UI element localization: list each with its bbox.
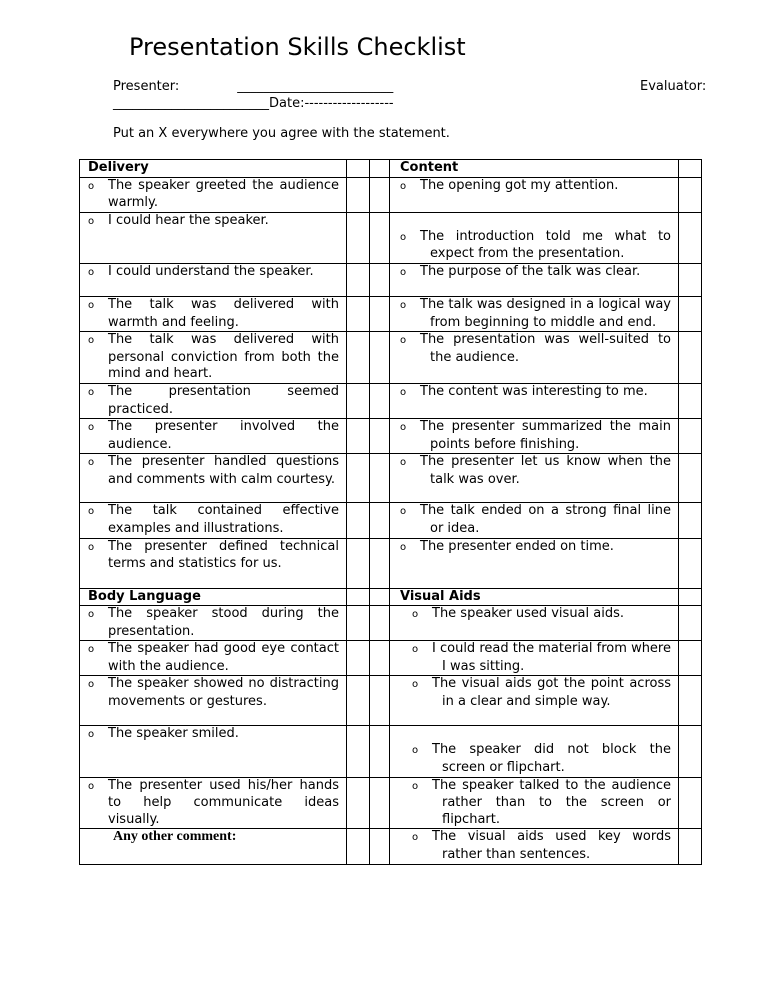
checklist-item: o The speaker stood during the presentation. [80,606,347,641]
check-box[interactable] [679,212,702,263]
bullet-icon: o [400,422,407,434]
check-box[interactable] [347,676,370,726]
checklist-item: o The content was interesting to me. [390,383,679,418]
bullet-icon: o [88,541,95,553]
bullet-icon: o [412,832,419,844]
date-label: Date: [269,96,305,111]
check-box[interactable] [347,606,370,641]
check-box[interactable] [679,641,702,676]
bullet-icon: o [400,506,407,518]
check-box[interactable] [347,503,370,538]
checklist-item: o The talk was designed in a logical way from beginning to middle and end. [390,296,679,331]
bullet-icon: o [412,679,419,691]
bullet-icon: o [88,299,95,311]
delivery-heading: Delivery [80,160,347,178]
table-row [80,606,702,641]
check-box[interactable] [679,538,702,588]
table-row [80,454,702,503]
checklist-item: o The talk contained effective examples and illustrations. [80,503,347,538]
table-row [80,538,702,588]
bullet-icon: o [88,506,95,518]
presenter-field[interactable]: ________________________ [237,79,394,94]
checklist-item: o The introduction told me what to expect from the presentation. [390,212,679,263]
checklist-item: o I could understand the speaker. [80,263,347,296]
checklist-item: o The presenter involved the audience. [80,419,347,454]
table-row [80,383,702,418]
check-box[interactable] [679,383,702,418]
date-field[interactable]: ------------------- [304,96,394,111]
evaluator-label: Evaluator: [640,79,707,94]
check-box[interactable] [679,419,702,454]
bullet-icon: o [400,457,407,469]
bullet-icon: o [400,541,407,553]
bullet-icon: o [88,335,95,347]
bullet-icon: o [412,644,419,656]
bullet-icon: o [400,299,407,311]
checklist-item: o The speaker smiled. [80,726,347,777]
check-box[interactable] [679,503,702,538]
checklist-table [79,159,702,865]
checklist-item: o The speaker had good eye contact with the audience. [80,641,347,676]
page-title: Presentation Skills Checklist [129,33,466,61]
check-box[interactable] [347,726,370,777]
presenter-label: Presenter: [113,79,180,94]
bullet-icon: o [88,266,95,278]
check-box[interactable] [347,263,370,296]
checklist-item: o The opening got my attention. [390,177,679,212]
bullet-icon: o [88,215,95,227]
check-box[interactable] [679,829,702,864]
table-row [80,332,702,384]
content-heading: Content [390,160,679,178]
bullet-icon: o [88,780,95,792]
bullet-icon: o [88,729,95,741]
table-row [80,296,702,331]
check-box[interactable] [679,588,702,606]
body-language-heading: Body Language [80,588,347,606]
checklist-item: o The purpose of the talk was clear. [390,263,679,296]
check-box[interactable] [347,777,370,829]
checklist-item: o The speaker showed no distracting movements or gestures. [80,676,347,726]
table-row [80,263,702,296]
table-row [80,177,702,212]
checklist-item: o The talk was delivered with warmth and feeling. [80,296,347,331]
bullet-icon: o [88,679,95,691]
checklist-item: o The presenter let us know when the talk was over. [390,454,679,503]
check-box[interactable] [347,419,370,454]
checklist-item: o The presenter handled questions and comments with calm courtesy. [80,454,347,503]
bullet-icon: o [400,386,407,398]
section-header-row [80,588,702,606]
bullet-icon: o [88,609,95,621]
checklist-item: o The speaker talked to the audience rather than to the screen or flipchart. [390,777,679,829]
check-box[interactable] [679,296,702,331]
check-box[interactable] [347,454,370,503]
visual-aids-heading: Visual Aids [390,588,679,606]
bullet-icon: o [88,180,95,192]
bullet-icon: o [412,780,419,792]
table-row [80,676,702,726]
check-box[interactable] [679,726,702,777]
check-box[interactable] [679,454,702,503]
check-box[interactable] [347,588,370,606]
table-row [80,212,702,263]
instructions: Put an X everywhere you agree with the statement. [113,126,450,141]
checklist-item: o I could read the material from where I was sitting. [390,641,679,676]
check-box[interactable] [679,332,702,384]
table-row [80,641,702,676]
check-box[interactable] [347,212,370,263]
check-box[interactable] [347,177,370,212]
check-box[interactable] [679,160,702,178]
checklist-item: o The presenter defined technical terms and statistics for us. [80,538,347,588]
table-row [80,419,702,454]
bullet-icon: o [88,457,95,469]
check-box[interactable] [347,641,370,676]
checklist-item: o The speaker did not block the screen or flipchart. [390,726,679,777]
check-box[interactable] [679,777,702,829]
check-box[interactable] [347,332,370,384]
check-box[interactable] [679,606,702,641]
bullet-icon: o [412,745,419,757]
bullet-icon: o [400,180,407,192]
bullet-icon: o [412,609,419,621]
checklist-item: o The speaker used visual aids. [390,606,679,641]
section-header-row [80,160,702,178]
check-box[interactable] [347,829,370,864]
evaluator-date-line [113,96,394,111]
checklist-item: o The presenter used his/her hands to help communicate ideas visually. [80,777,347,829]
check-box[interactable] [347,383,370,418]
evaluator-field[interactable]: ________________________ [113,96,269,111]
check-box[interactable] [679,676,702,726]
check-box[interactable] [347,538,370,588]
table-row [80,777,702,829]
bullet-icon: o [400,335,407,347]
check-box[interactable] [679,263,702,296]
checklist-item: o The presenter summarized the main points before finishing. [390,419,679,454]
check-box[interactable] [347,160,370,178]
other-comment-label: Any other comment: [113,829,237,844]
bullet-icon: o [88,422,95,434]
checklist-item: o The visual aids used key words rather than sentences. [390,829,679,864]
checklist-item: o The talk was delivered with personal conviction from both the mind and heart. [80,332,347,384]
checklist-item: o The visual aids got the point across in a clear and simple way. [390,676,679,726]
checklist-item: o The speaker greeted the audience warmly. [80,177,347,212]
presenter-line [113,79,393,94]
checklist-item: o The presenter ended on time. [390,538,679,588]
checklist-item: o The presentation seemed practiced. [80,383,347,418]
checklist-item: o I could hear the speaker. [80,212,347,263]
bullet-icon: o [88,386,95,398]
bullet-icon: o [400,266,407,278]
table-row [80,726,702,777]
check-box[interactable] [347,296,370,331]
checklist-item: o The presentation was well-suited to the audience. [390,332,679,384]
check-box[interactable] [679,177,702,212]
bullet-icon: o [88,644,95,656]
bullet-icon: o [400,231,407,243]
checklist-item: o The talk ended on a strong final line or idea. [390,503,679,538]
table-row [80,503,702,538]
